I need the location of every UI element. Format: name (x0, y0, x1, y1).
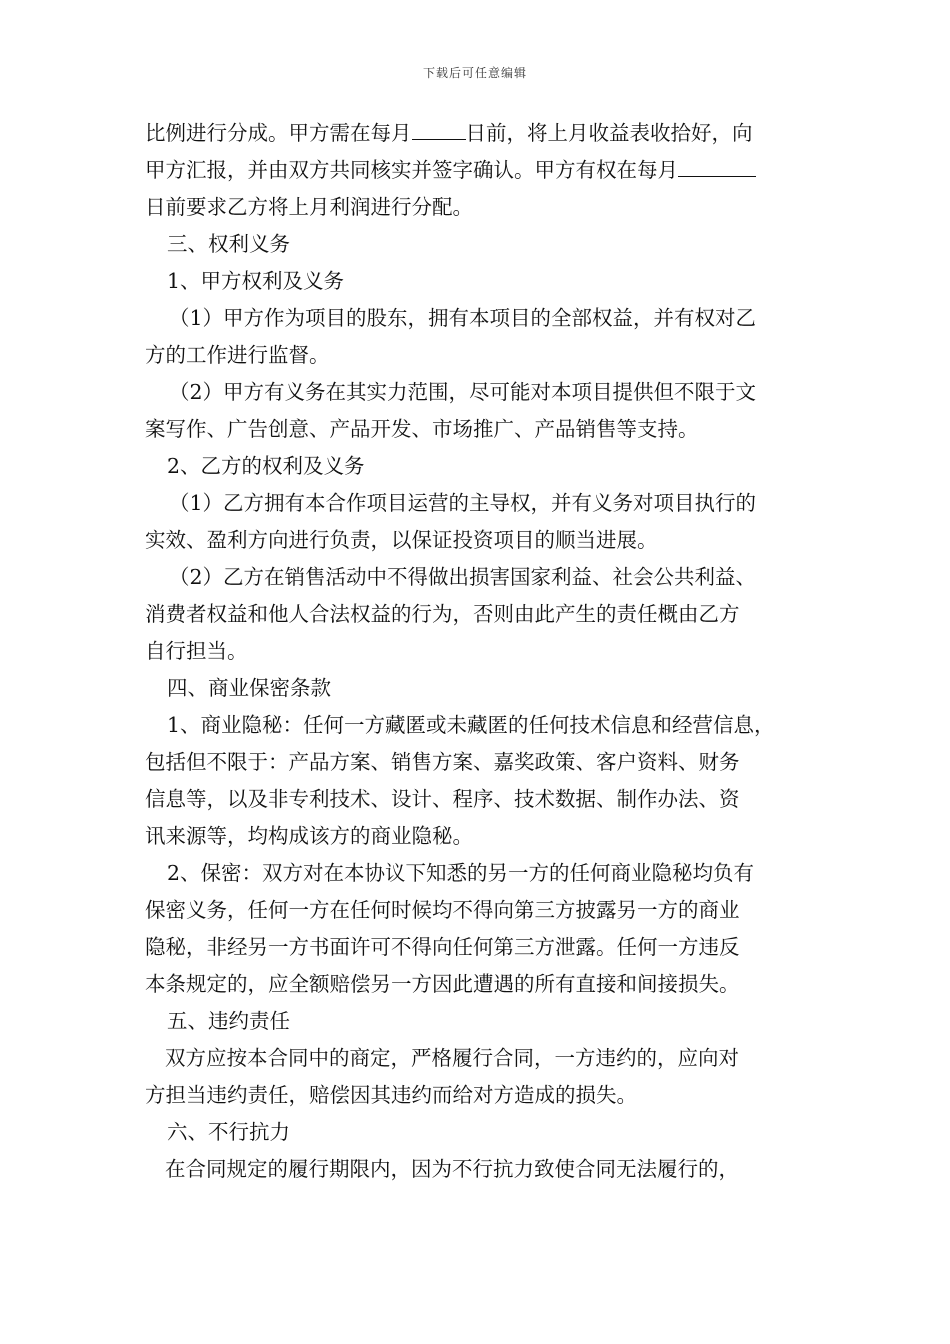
paragraph-line: （1）乙方拥有本合作项目运营的主导权，并有义务对项目执行的 (169, 491, 757, 515)
paragraph-line: 本条规定的，应全额赔偿另一方因此遭遇的所有直接和间接损失。 (145, 972, 740, 996)
document-body (145, 115, 810, 1188)
paragraph-line: 双方应按本合同中的商定，严格履行合同，一方违约的，应向对 (165, 1046, 739, 1070)
paragraph-line: 保密义务，任何一方在任何时候均不得向第三方披露另一方的商业 (145, 898, 740, 922)
subsection-heading: 1、甲方权利及义务 (167, 269, 345, 293)
section-heading: 五、违约责任 (167, 1009, 290, 1033)
subsection-heading: 2、乙方的权利及义务 (167, 454, 365, 478)
paragraph-line: 方担当违约责任，赔偿因其违约而给对方造成的损失。 (145, 1083, 637, 1107)
section-heading: 四、商业保密条款 (167, 676, 331, 700)
paragraph-line: （2）乙方在销售活动中不得做出损害国家利益、社会公共利益、 (169, 565, 757, 589)
paragraph-line: 实效、盈利方向进行负责，以保证投资项目的顺当进展。 (145, 528, 658, 552)
paragraph-line: 1、商业隐秘：任何一方藏匿或未藏匿的任何技术信息和经营信息， (167, 713, 775, 737)
paragraph-line: 信息等，以及非专利技术、设计、程序、技术数据、制作办法、资 (145, 787, 740, 811)
paragraph-line: 包括但不限于：产品方案、销售方案、嘉奖政策、客户资料、财务 (145, 750, 740, 774)
paragraph-line: 讯来源等，均构成该方的商业隐秘。 (145, 824, 473, 848)
page-header: 下载后可任意编辑 (422, 66, 527, 80)
paragraph-line: （2）甲方有义务在其实力范围，尽可能对本项目提供但不限于文 (169, 380, 757, 404)
paragraph-line: 案写作、广告创意、产品开发、市场推广、产品销售等支持。 (145, 417, 699, 441)
paragraph-line: 2、保密：双方对在本协议下知悉的另一方的任何商业隐秘均负有 (167, 861, 755, 885)
paragraph-line (145, 115, 810, 152)
paragraph-line: 日前要求乙方将上月利润进行分配。 (145, 195, 473, 219)
section-heading: 三、权利义务 (167, 232, 290, 256)
paragraph-line (145, 152, 810, 189)
fill-in-blank (412, 119, 466, 140)
fill-in-blank (678, 156, 756, 177)
paragraph-line: 隐秘，非经另一方书面许可不得向任何第三方泄露。任何一方违反 (145, 935, 740, 959)
paragraph-line: 方的工作进行监督。 (145, 343, 330, 367)
paragraph-line: 自行担当。 (145, 639, 248, 663)
text-segment: 甲方汇报，并由双方共同核实并签字确认。甲方有权在每月 (145, 158, 678, 182)
section-heading: 六、不行抗力 (167, 1120, 290, 1144)
text-segment: 比例进行分成。甲方需在每月 (145, 121, 412, 145)
paragraph-line: 消费者权益和他人合法权益的行为，否则由此产生的责任概由乙方 (145, 602, 740, 626)
text-segment: 日前，将上月收益表收拾好，向 (465, 121, 753, 145)
paragraph-line: 在合同规定的履行期限内，因为不行抗力致使合同无法履行的， (165, 1157, 739, 1181)
paragraph-line: （1）甲方作为项目的股东，拥有本项目的全部权益，并有权对乙 (169, 306, 757, 330)
